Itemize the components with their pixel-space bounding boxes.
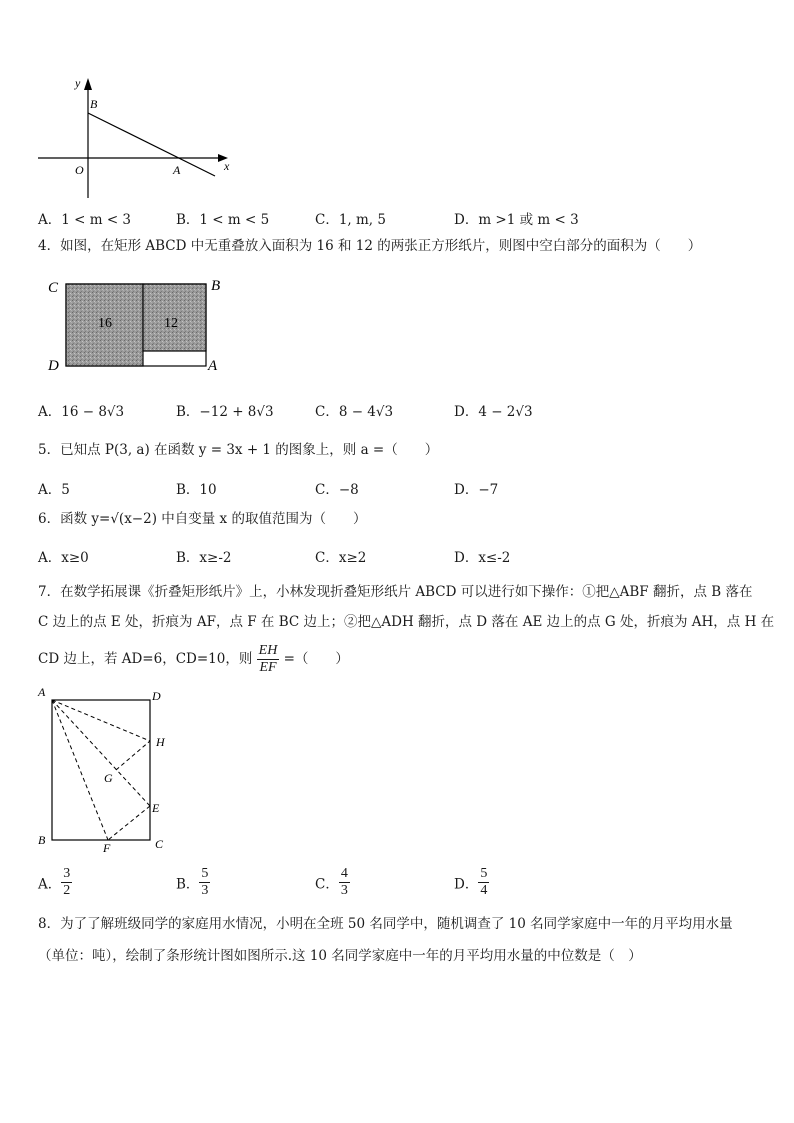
q7-option-a-label: A．: [38, 876, 62, 893]
q6-option-a[interactable]: A．x≥0: [38, 550, 89, 566]
q7-point-e: E: [152, 801, 160, 815]
q4-option-b[interactable]: B．−12 + 8√3: [176, 404, 274, 420]
q7-stem-line3: [38, 642, 349, 676]
q8-stem-line2: （单位：吨），绘制了条形统计图如图所示.这 10 名同学家庭中一年的月平均用水量的中位数是（ ）: [38, 948, 642, 964]
q5-stem: 5．已知点 P(3, a) 在函数 y = 3x + 1 的图象上，则 a =（ ）: [38, 442, 439, 458]
q7-option-b-den: 3: [201, 883, 209, 898]
y-axis-label: y: [75, 76, 81, 90]
vertex-b-label: B: [211, 278, 221, 294]
q7-option-b-num: 5: [201, 866, 209, 881]
q7-stem-line2: C 边上的点 E 处，折痕为 AF，点 F 在 BC 边上；②把△ADH 翻折，点 D 落在 AE 边上的点 G 处，折痕为 AH，点 H 在: [38, 614, 775, 630]
q7-option-c-num: 4: [340, 866, 348, 881]
q7-option-a-num: 3: [63, 866, 71, 881]
q7-option-d-den: 4: [480, 883, 488, 898]
q7-option-c-label: C．: [315, 876, 339, 893]
q7-option-a-den: 2: [63, 883, 71, 898]
q3-option-d[interactable]: D．m >1 或 m < 3: [454, 212, 579, 228]
q7-point-g: G: [104, 771, 113, 785]
q4-stem: 4．如图，在矩形 ABCD 中无重叠放入面积为 16 和 12 的两张正方形纸片，则图中空白部分的面积为（ ）: [38, 238, 702, 254]
q7-folding-figure: [30, 682, 180, 854]
q7-fraction: [257, 643, 280, 676]
q7-vertex-c: C: [155, 837, 164, 851]
q7-stem-line3-post: =（ ）: [283, 651, 349, 667]
q3-line-graph: [30, 70, 240, 205]
q5-option-b[interactable]: B．10: [176, 482, 217, 498]
q7-option-a-frac: [61, 866, 72, 899]
q4-option-c[interactable]: C．8 − 4√3: [315, 404, 394, 420]
q7-option-b-frac: [199, 866, 210, 899]
q7-fraction-den: EF: [259, 660, 277, 675]
q6-option-b[interactable]: B．x≥-2: [176, 550, 232, 566]
q4-option-a[interactable]: A．16 − 8√3: [38, 404, 125, 420]
q7-vertex-d: D: [152, 689, 161, 703]
vertex-c-label: C: [48, 280, 59, 296]
q5-option-a[interactable]: A．5: [38, 482, 70, 498]
q4-rectangle-figure: [40, 272, 230, 376]
q7-option-d[interactable]: [454, 866, 489, 899]
q7-option-d-frac: [478, 866, 489, 899]
q7-option-d-label: D．: [454, 876, 479, 893]
origin-label: O: [75, 163, 84, 177]
vertex-d-label: D: [48, 358, 59, 374]
q7-option-b[interactable]: [176, 866, 210, 899]
q7-option-c-frac: [339, 866, 350, 899]
q5-option-d[interactable]: D．−7: [454, 482, 499, 498]
q5-option-c[interactable]: C．−8: [315, 482, 359, 498]
q8-stem-line1: 8．为了了解班级同学的家庭用水情况，小明在全班 50 名同学中，随机调查了 10 名同学家庭中一年的月平均用水量: [38, 916, 733, 932]
point-a-label: A: [173, 163, 181, 177]
q7-vertex-a: A: [38, 685, 46, 699]
q6-option-c[interactable]: C．x≥2: [315, 550, 367, 566]
q7-option-b-label: B．: [176, 876, 200, 893]
vertex-a-label: A: [208, 358, 218, 374]
q7-option-c[interactable]: [315, 866, 350, 899]
square-16-label: 16: [98, 316, 112, 331]
point-b-label: B: [90, 97, 98, 111]
q4-option-d[interactable]: D．4 − 2√3: [454, 404, 533, 420]
q7-vertex-b: B: [38, 833, 46, 847]
q3-option-c[interactable]: C．1, m, 5: [315, 212, 386, 228]
q3-option-a[interactable]: A．1 < m < 3: [38, 212, 132, 228]
q7-option-a[interactable]: [38, 866, 72, 899]
q7-fraction-num: EH: [258, 643, 278, 658]
q6-option-d[interactable]: D．x≤-2: [454, 550, 511, 566]
q7-point-h: H: [156, 735, 165, 749]
q7-stem-line1: 7．在数学拓展课《折叠矩形纸片》上，小林发现折叠矩形纸片 ABCD 可以进行如下操作：①把△ABF 翻折，点 B 落在: [38, 584, 753, 600]
q7-point-f: F: [103, 841, 111, 854]
q7-stem-line3-pre: CD 边上，若 AD=6，CD=10，则: [38, 651, 253, 667]
q7-option-c-den: 3: [340, 883, 348, 898]
q6-stem: 6．函数 y=√(x−2) 中自变量 x 的取值范围为（ ）: [38, 511, 367, 527]
q3-option-b[interactable]: B．1 < m < 5: [176, 212, 270, 228]
square-12-label: 12: [164, 316, 178, 331]
x-axis-label: x: [224, 159, 230, 173]
q7-option-d-num: 5: [480, 866, 488, 881]
